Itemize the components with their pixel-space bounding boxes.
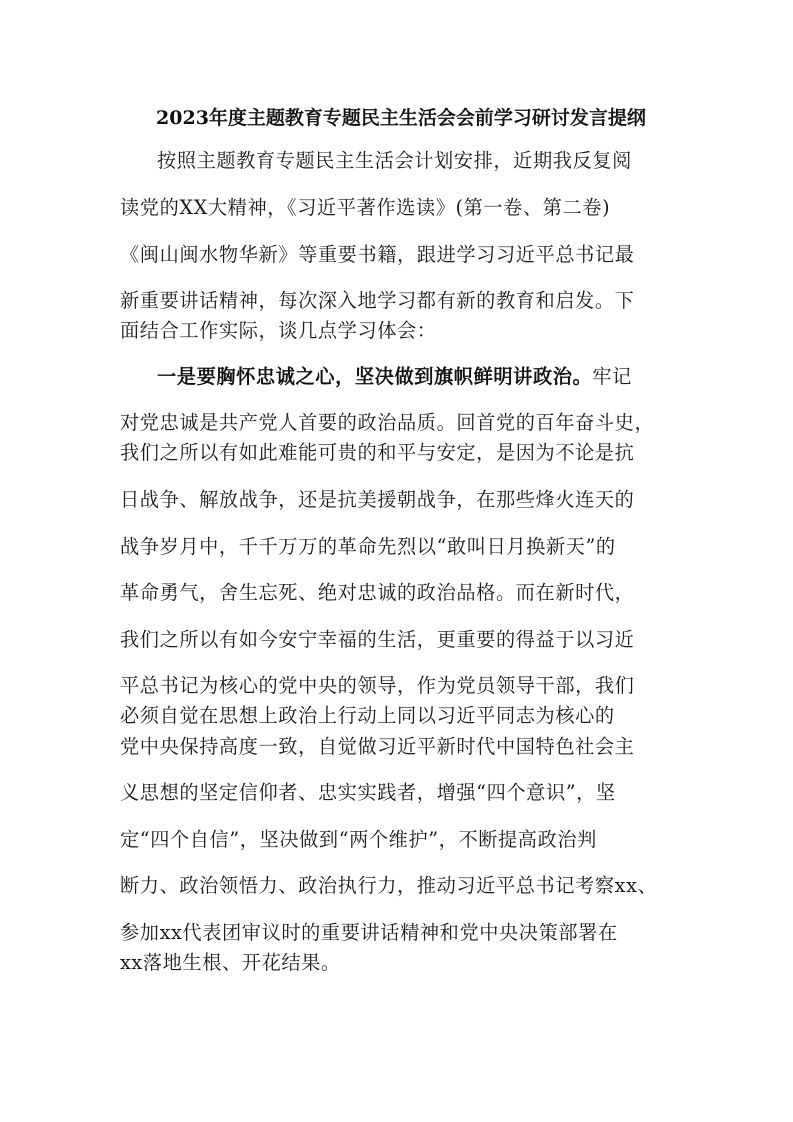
paragraph-2-line: 必须自觉在思想上政治上行动上同以习近平同志为核心的	[120, 704, 615, 727]
paragraph-2-line: 我们之所以有如此难能可贵的和平与安定，是因为不论是抗	[120, 441, 635, 464]
paragraph-1-line: 《闽山闽水物华新》等重要书籍，跟进学习习近平总书记最	[120, 243, 635, 266]
paragraph-2-line: 定“四个自信”，坚决做到“两个维护”，不断提高政治判	[120, 828, 597, 851]
paragraph-2-first-line-rest: 牢记	[592, 365, 632, 388]
paragraph-2-line: 日战争、解放战争，还是抗美援朝战争，在那些烽火连天的	[120, 488, 635, 511]
paragraph-2-line: 党中央保持高度一致，自觉做习近平新时代中国特色社会主	[120, 735, 635, 758]
paragraph-1-line: 按照主题教育专题民主生活会计划安排，近期我反复阅	[157, 149, 632, 172]
paragraph-2-line: 我们之所以有如今安宁幸福的生活，更重要的得益于以习近	[120, 628, 635, 651]
paragraph-2-line: xx落地生根、开花结果。	[120, 951, 341, 974]
paragraph-2-line: 参加xx代表团审议时的重要讲话精神和党中央决策部署在	[120, 921, 618, 944]
paragraph-2-line: 断力、政治领悟力、政治执行力，推动习近平总书记考察xx、	[120, 874, 658, 897]
paragraph-1-line: 面结合工作实际，谈几点学习体会：	[120, 319, 437, 342]
paragraph-2-first-line	[157, 362, 632, 392]
paragraph-2-line: 对党忠诚是共产党人首要的政治品质。回首党的百年奋斗史，	[120, 411, 655, 434]
paragraph-1-line: 新重要讲话精神，每次深入地学习都有新的教育和启发。下	[120, 289, 635, 312]
paragraph-2-heading: 一是要胸怀忠诚之心，坚决做到旗帜鲜明讲政治。	[157, 365, 593, 388]
paragraph-2-line: 革命勇气，舍生忘死、绝对忠诚的政治品格。而在新时代，	[120, 581, 635, 604]
paragraph-2-line: 平总书记为核心的党中央的领导，作为党员领导干部，我们	[120, 674, 635, 697]
paragraph-2-line: 义思想的坚定信仰者、忠实实践者，增强“四个意识”，坚	[120, 781, 616, 804]
paragraph-1-line: 读党的XX大精神，《习近平著作选读》(第一卷、第二卷)	[120, 196, 611, 219]
document-title: 2023年度主题教育专题民主生活会会前学习研讨发言提纲	[156, 107, 646, 129]
paragraph-2-line: 战争岁月中，千千万万的革命先烈以“敢叫日月换新天”的	[120, 535, 616, 558]
